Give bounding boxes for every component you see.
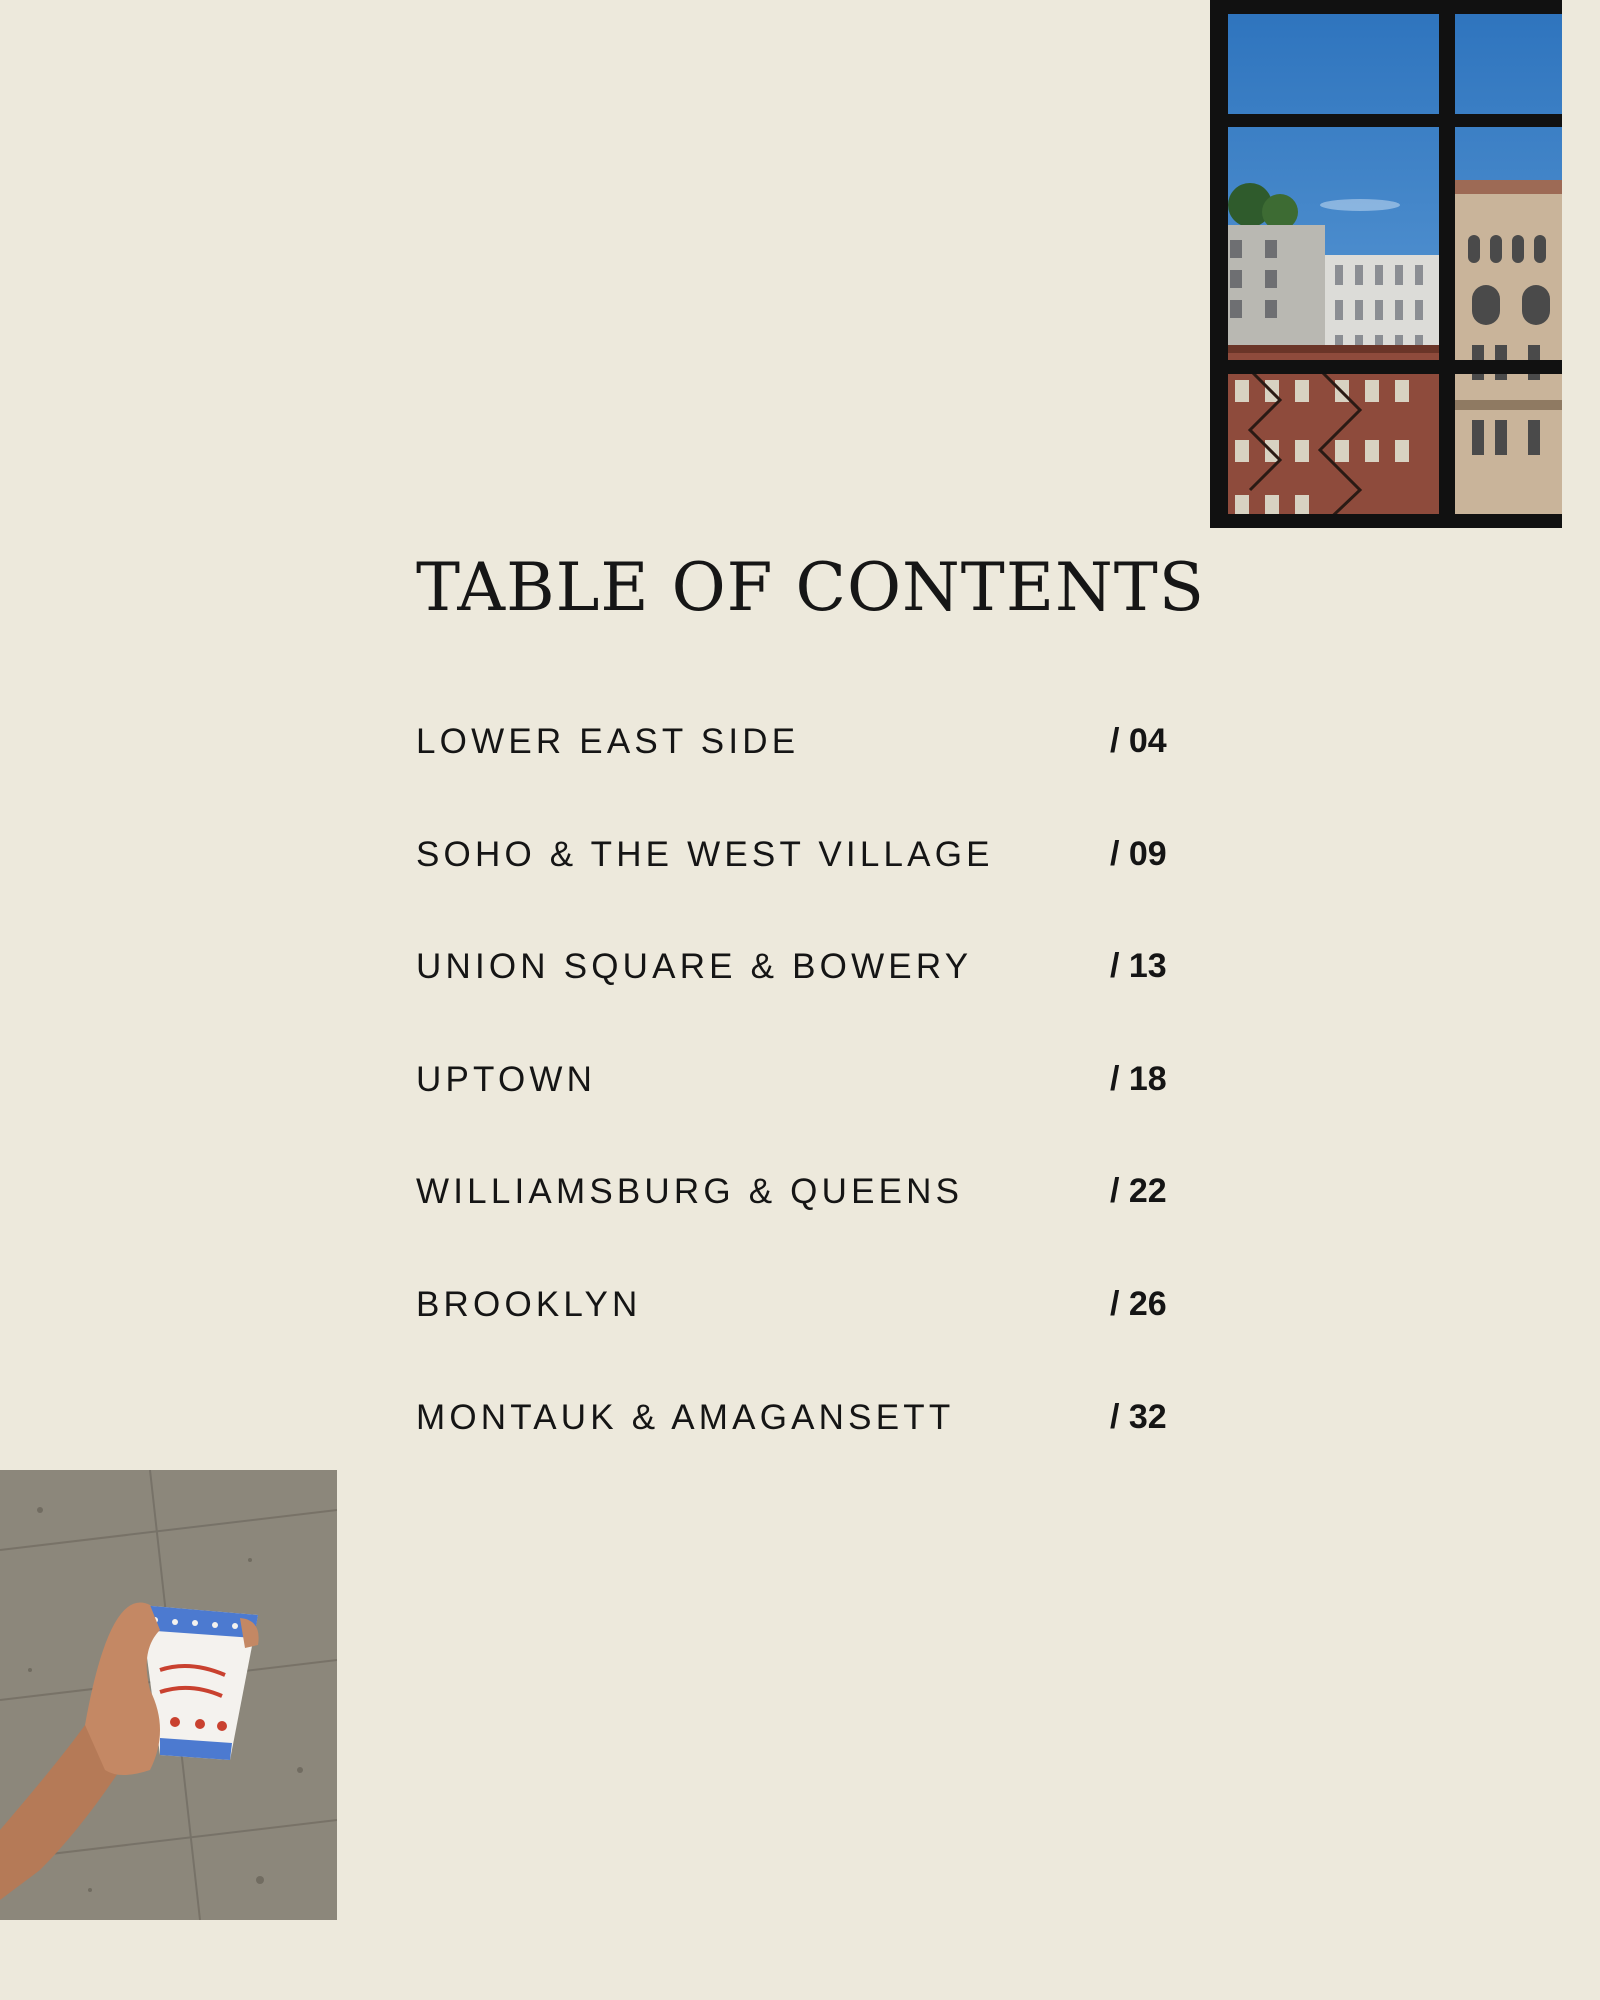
toc-item-page: / 22 — [1110, 1172, 1167, 1211]
toc-item-page: / 26 — [1110, 1284, 1167, 1323]
toc-item-label: SOHO & THE WEST VILLAGE — [416, 834, 994, 874]
window-city-illustration — [1210, 0, 1562, 528]
toc-item-brooklyn[interactable] — [416, 1275, 1196, 1388]
toc-item-montauk-amagansett[interactable] — [416, 1388, 1196, 1501]
toc-item-page: / 13 — [1110, 947, 1167, 986]
toc-item-union-square-bowery[interactable] — [416, 937, 1196, 1050]
toc-item-label: MONTAUK & AMAGANSETT — [416, 1397, 955, 1437]
toc-item-label: BROOKLYN — [416, 1284, 642, 1324]
page-title: TABLE OF CONTENTS — [416, 549, 1205, 626]
toc-item-page: / 04 — [1110, 722, 1167, 760]
toc-item-page: / 18 — [1110, 1059, 1167, 1098]
cup-sidewalk-photo — [0, 1470, 337, 1920]
toc-item-uptown[interactable] — [416, 1050, 1196, 1163]
toc-item-label: WILLIAMSBURG & QUEENS — [416, 1172, 964, 1212]
toc-item-page: / 09 — [1110, 834, 1167, 873]
toc-item-soho-west-village[interactable] — [416, 825, 1196, 938]
toc-list — [416, 712, 1196, 1500]
toc-item-lower-east-side[interactable] — [416, 712, 1196, 825]
toc-item-page: / 32 — [1110, 1397, 1167, 1436]
window-city-photo — [1210, 0, 1562, 528]
cup-sidewalk-illustration — [0, 1470, 337, 1920]
toc-item-label: UNION SQUARE & BOWERY — [416, 947, 973, 987]
toc-item-label: LOWER EAST SIDE — [416, 722, 800, 761]
toc-item-label: UPTOWN — [416, 1059, 597, 1099]
toc-item-williamsburg-queens[interactable] — [416, 1162, 1196, 1275]
